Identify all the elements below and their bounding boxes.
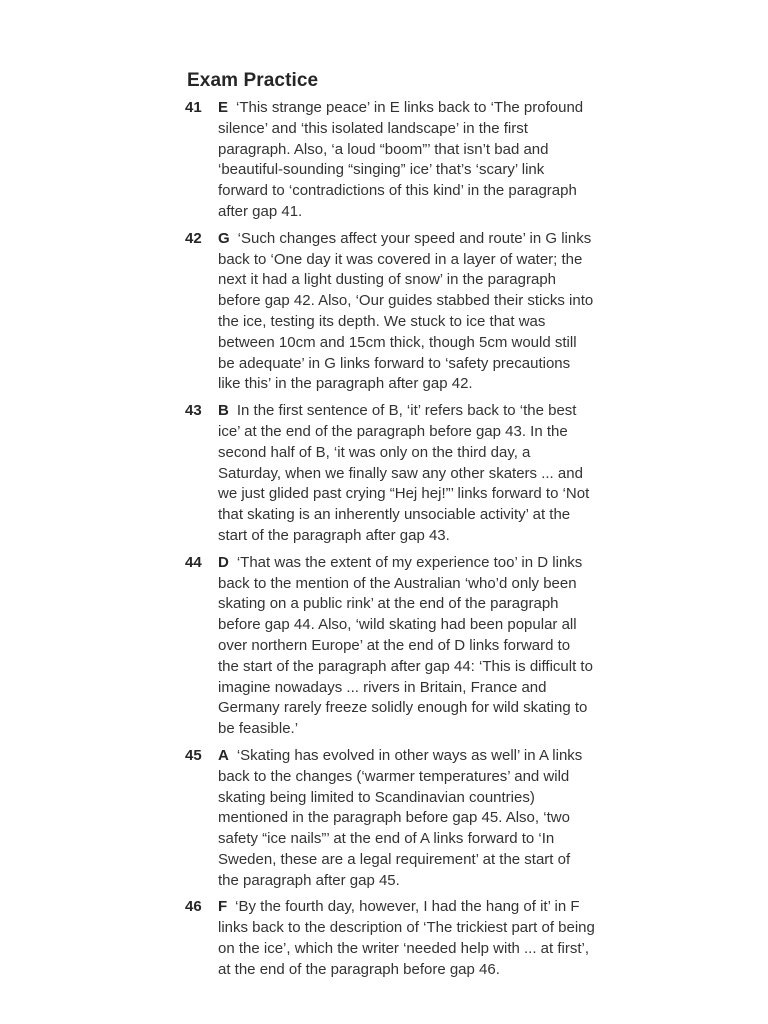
answer-explanation: ‘This strange peace’ in E links back to ‘The profound silence’ and ‘this isolated landscape’ in the first paragraph. Also, ‘a loud “boom”’ that isn’t bad and ‘beautiful-sounding “singing” ice’ that’s ‘scary’ link forward to ‘contradictions of this kind’ in the paragraph after gap 41. [218, 99, 584, 220]
answer-list [185, 98, 595, 987]
question-number: 44 [185, 553, 202, 571]
answer-letter: D [218, 553, 229, 571]
answer-item-41 [185, 98, 595, 223]
section-heading: Exam Practice [187, 70, 319, 91]
answer-letter: E [218, 99, 229, 116]
answer-explanation: ‘That was the extent of my experience too’ in D links back to the mention of the Australian ‘who’d only been skating on a public rink’ at the end of the paragraph before gap 44. Also, ‘wild skating had been popular all over northern Europe’ at the end of D links forward to the start of the paragraph after gap 44: ‘This is difficult to imagine nowadays ... rivers in Britain, France and Germany rarely freeze solidly enough for wild skating to be feasible.’ [218, 553, 593, 738]
answer-explanation: ‘Skating has evolved in other ways as well’ in A links back to the changes (‘warmer temperatures’ and wild skating being limited to Scandinavian countries) mentioned in the paragraph before gap 45. Also, ‘two safety “ice nails”’ at the end of A links forward to ‘In Sweden, these are a legal requirement’ at the start of the paragraph after gap 45. [218, 746, 583, 889]
answer-item-45 [185, 746, 595, 892]
question-number: 42 [185, 229, 202, 247]
answer-explanation: In the first sentence of B, ‘it’ refers back to ‘the best ice’ at the end of the paragraph before gap 43. In the second half of B, ‘it was only on the third day, a Saturday, when we finally saw any other skaters ... and we just glided past crying “Hej hej!”’ links forward to ‘Not that skating is an inherently unsociable activity’ at the start of the paragraph after gap 43. [218, 402, 590, 544]
answer-item-43 [185, 401, 595, 547]
question-number: 46 [185, 898, 202, 916]
answer-letter: B [218, 402, 229, 420]
answer-letter: G [218, 229, 230, 247]
answer-item-44 [185, 553, 595, 740]
question-number: 43 [185, 402, 202, 420]
answer-letter: A [218, 746, 229, 764]
answer-explanation: ‘By the fourth day, however, I had the hang of it’ in F links back to the description of ‘The trickiest part of being on the ice’, which the writer ‘needed help with ... at first’, at the end of the paragraph before gap 46. [218, 898, 595, 978]
question-number: 45 [185, 746, 202, 764]
question-number: 41 [185, 99, 202, 116]
answer-letter: F [218, 898, 228, 916]
answer-explanation: ‘Such changes affect your speed and route’ in G links back to ‘One day it was covered in a layer of water; the next it had a light dusting of snow’ in the paragraph before gap 42. Also, ‘Our guides stabbed their sticks into the ice, testing its depth. We stuck to ice that was between 10cm and 15cm thick, though 5cm would still be adequate’ in G links forward to ‘safety precautions like this’ in the paragraph after gap 42. [218, 229, 594, 393]
answer-item-46 [185, 897, 595, 980]
answer-item-42 [185, 229, 595, 395]
